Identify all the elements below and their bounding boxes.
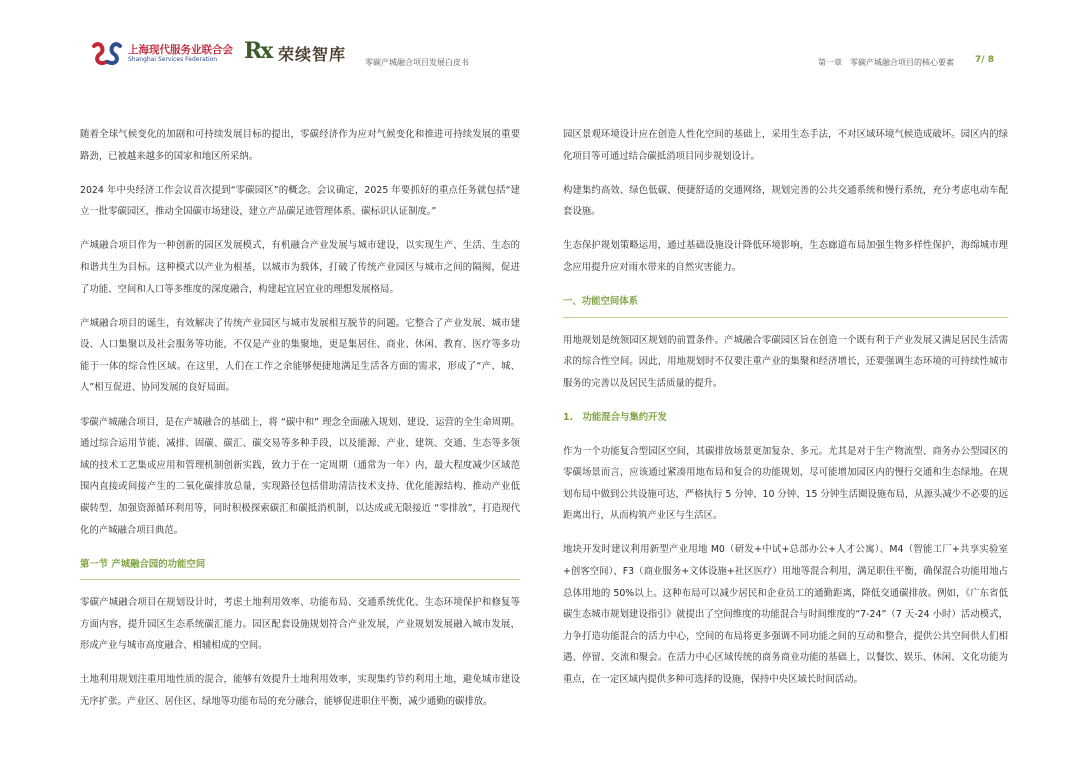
subsection-heading: 1. 功能混合与集约开发 [563, 411, 667, 423]
document-title: 零碳产城融合项目发展白皮书 [365, 58, 469, 67]
rongxu-logo [244, 40, 364, 68]
paragraph: 零碳产城融合项目，是在产城融合的基础上，将 “碳中和” 理念全面融入规划、建设、运营的全生命周期。通过综合运用节能、减排、固碳、碳汇、碳交易等多种手段，以及能源、产业、建筑、交通、生态等多领域的技术工艺集成应用和管理机制创新实践，致力于在一定周期（通常为一年）内，最大程度减少区域范围内直接或间接产生的二氧化碳排放总量，实现路径包括借助清洁技术支持、优化能源结构、推动产业低碳转型、加强资源循环利用等，同时积极探索碳汇和碳抵消机制，以达成或无限接近 “零排放”，打造现代化的产城融合项目典范。 [80, 416, 520, 536]
org-name: 上海现代服务业联合会 [128, 44, 233, 56]
paragraph: 零碳产城融合项目在规划设计时，考虑土地利用效率、功能布局、交通系统优化、生态环境保护和修复等方面内容，提升园区生态系统碳汇能力。园区配套设施规划符合产业发展，产业规划发展融入城市发展，形成产业与城市高度融合、相辅相成的空间。 [80, 597, 520, 652]
paragraph: 2024 年中央经济工作会议首次提到“零碳园区”的概念。会议确定，2025 年要抓好的重点任务就包括“建立一批零碳园区，推动全国碳市场建设，建立产品碳足迹管理体系、碳标识认证制度。” [80, 184, 520, 218]
paragraph: 地块开发时建议利用新型产业用地 M0（研发+中试+总部办公+人才公寓）、M4（智能工厂+共享实验室+创客空间）、F3（商业服务+文体设施+社区医疗）用地等混合利用，满足职住平衡，确保混合功能用地占总体用地的 50%以上。这种布局可以减少居民和企业员工的通勤距离，降低交通碳排放。例如，《广东省低碳生态城市规划建设指引》就提出了空间维度的功能混合与时间维度的“7-24”（7 天-24 小时）活动模式，力争打造功能混合的活力中心，空间的布局将更多强调不同功能之间的互动和整合，提供公共空间供人们相遇、停留、交流和聚会。在活力中心区域传统的商务商业功能的基础上，以餐饮、娱乐、休闲、文化功能为重点，在一定区域内提供多种可选择的设施，保持中央区域长时间活动。 [563, 544, 1008, 685]
paragraph: 用地规划是统领园区规划的前置条件。产城融合零碳园区旨在创造一个既有利于产业发展又满足居民生活需求的综合性空间。因此，用地规划时不仅要注重产业的集聚和经济增长，还要强调生态环境的可持续性城市服务的完善以及居民生活质量的提升。 [563, 334, 1008, 389]
paragraph: 生态保护规划策略运用，通过基础设施设计降低环境影响，生态廊道布局加强生物多样性保护，海绵城市理念应用提升应对雨水带来的自然灾害能力。 [563, 240, 1008, 273]
ssf-logo [90, 40, 233, 68]
page-header [0, 0, 1080, 80]
paragraph: 随着全球气候变化的加剧和可持续发展目标的提出，零碳经济作为应对气候变化和推进可持续发展的重要路劲，已被越来越多的国家和地区所采纳。 [80, 129, 520, 162]
section-divider [563, 317, 1008, 318]
section-divider [80, 579, 520, 580]
chapter-title: 第一章 零碳产城融合项目的核心要素 [818, 58, 954, 67]
paragraph: 作为一个功能复合型园区空间，其碳排放场景更加复杂、多元。尤其是对于生产物流型、商务办公型园区的零碳场景而言，应该通过紧凑用地布局和复合的功能规划，尽可能增加园区内的慢行交通和生态绿地。在规划布局中做到公共设施可达，严格执行 5 分钟、10 分钟、15 分钟生活圈设施布局，从源头减少不必要的远距离出行，从而构筑产业区与生活区。 [563, 445, 1008, 522]
left-column [80, 124, 520, 725]
ssf-logo-icon [90, 40, 124, 68]
paragraph: 土地利用规划注重用地性质的混合，能够有效提升土地利用效率，实现集约节约利用土地，避免城市建设无序扩张。产业区、居住区、绿地等功能布局的充分融合，能够促进职住平衡，减少通勤的碳排放。 [80, 674, 520, 708]
org-name-en: Shanghai Services Federation [128, 56, 218, 63]
paragraph: 产城融合项目的诞生，有效解决了传统产业园区与城市发展相互脱节的问题。它整合了产业发展、城市建设、人口集聚以及社会服务等功能，不仅是产业的集聚地，更是集居住、商业、休闲、教育、医疗等多功能于一体的综合性区域。在这里，人们在工作之余能够便捷地满足生活各方面的需求，形成了“产、城、人”相互促进、协同发展的良好局面。 [80, 317, 520, 394]
paragraph: 构建集约高效、绿色低碳、便捷舒适的交通网络，规划完善的公共交通系统和慢行系统，充分考虑电动车配套设施。 [563, 184, 1008, 218]
page-number: 7/ 8 [975, 55, 994, 65]
paragraph: 园区景观环境设计应在创造人性化空间的基础上，采用生态手法，不对区域环境气候造成破坏。园区内的绿化项目等可通过结合碳抵消项目同步规划设计。 [563, 129, 1008, 162]
subsection-heading: 一、功能空间体系 [563, 296, 639, 308]
paragraph: 产城融合项目作为一种创新的园区发展模式，有机融合产业发展与城市建设，以实现生产、生活、生态的和谐共生为目标。这种模式以产业为根基，以城市为载体，打破了传统产业园区与城市之间的隔阂，促进了功能、空间和人口等多维度的深度融合，构建起宜居宜业的理想发展格局。 [80, 240, 520, 295]
right-column [563, 124, 1008, 703]
brand-name: 荣续智库 [278, 45, 347, 64]
section-heading: 第一节 产城融合园的功能空间 [80, 558, 206, 570]
brand-mark: Rx [244, 38, 272, 64]
